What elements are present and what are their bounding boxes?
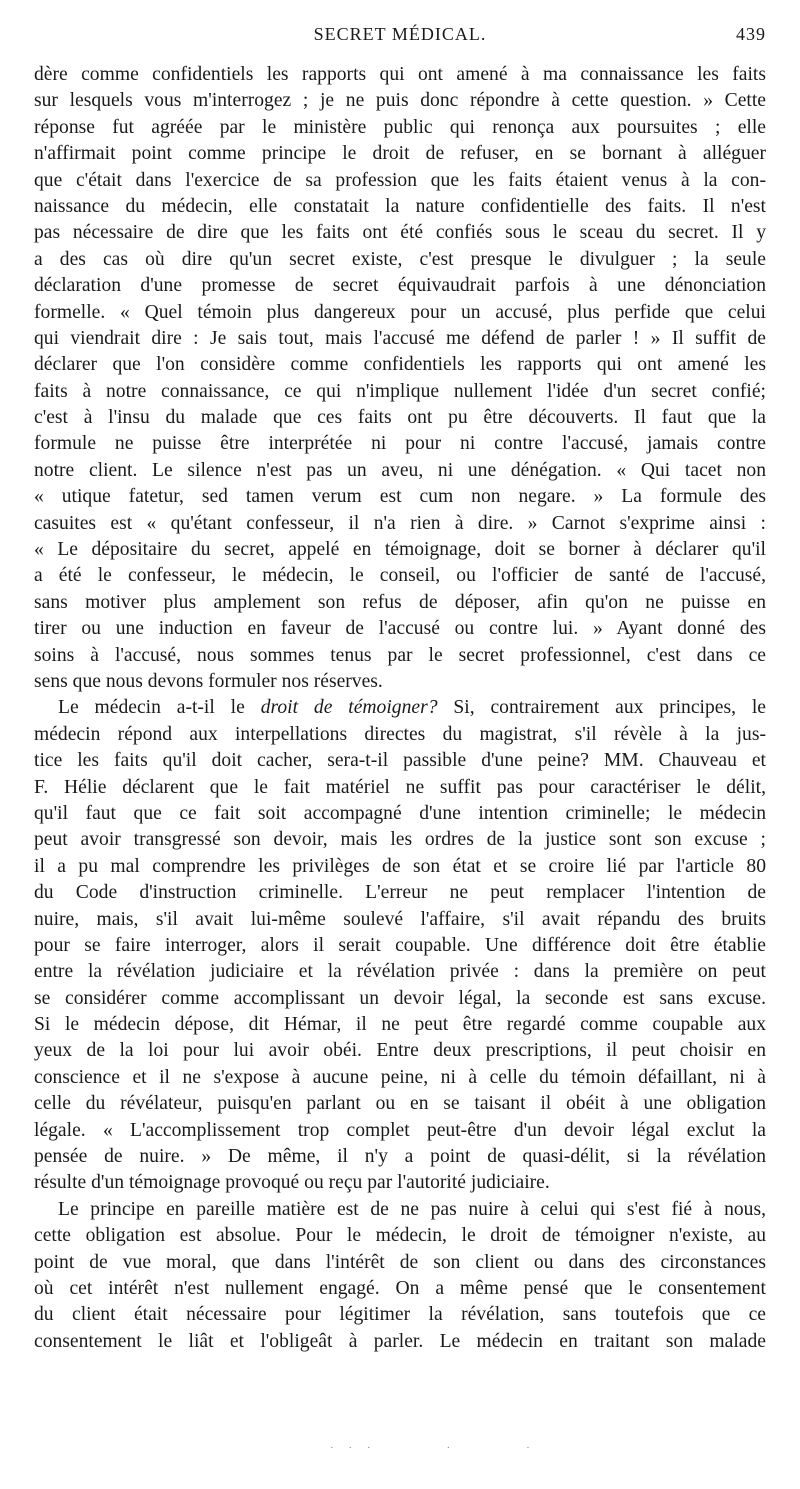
paragraph-3: [34, 1197, 766, 1355]
italic-phrase: droit de témoigner?: [260, 697, 438, 719]
text-line: dère comme confidentiels les rapports qui ont amené à ma connaissance les faits: [34, 64, 766, 85]
text-line: « utique fatetur, sed tamen verum est cum non negare. » La formule des: [34, 486, 766, 508]
text-line: sans motiver plus amplement son refus de déposer, afin qu'on ne puisse en: [34, 591, 766, 613]
text-line: [34, 695, 766, 721]
text-line: c'est à l'insu du malade que ces faits ont pu être découverts. Il faut que la: [34, 407, 766, 429]
print-specks: · · · · ·: [330, 1442, 536, 1454]
text-line: naissance du médecin, elle constatait la nature confidentielle des faits. Il n'est: [34, 195, 766, 217]
running-title: SECRET MÉDICAL.: [313, 24, 487, 44]
text-line: peut avoir transgressé son devoir, mais les ordres de la justice sont son excuse ;: [34, 829, 766, 851]
text-line: sur lesquels vous m'interrogez ; je ne puis donc répondre à cette question. » Cette: [34, 90, 766, 112]
text-line: conscience et il ne s'expose à aucune peine, ni à celle du témoin défaillant, ni à: [34, 1066, 766, 1088]
page-number: 439: [736, 24, 766, 44]
text-line: du client était nécessaire pour légitimer la révélation, sans toutefois que ce: [34, 1304, 766, 1326]
text-line: a des cas où dire qu'un secret existe, c'est presque le divulguer ; la seule: [34, 248, 766, 270]
paragraph-1: [34, 62, 766, 695]
text-line: déclaration d'une promesse de secret équivaudrait parfois à une dénonciation: [34, 275, 766, 297]
text-line: Le principe en pareille matière est de ne pas nuire à celui qui s'est fié à nous,: [58, 1198, 766, 1220]
text-line: consentement le liât et l'obligeât à parler. Le médecin en traitant son malade: [34, 1330, 766, 1352]
text-line: entre la révélation judiciaire et la révélation privée : dans la première on peut: [34, 961, 766, 983]
text-line: casuites est « qu'étant confesseur, il n'a rien à dire. » Carnot s'exprime ainsi :: [34, 512, 766, 534]
text-line: réponse fut agréée par le ministère public qui renonça aux poursuites ; elle: [34, 116, 766, 138]
text-line: « Le dépositaire du secret, appelé en témoignage, doit se borner à déclarer qu'il: [34, 539, 766, 561]
text-line: que c'était dans l'exercice de sa profession que les faits étaient venus à la con-: [34, 169, 766, 191]
page-header: [34, 24, 766, 50]
text-line: soins à l'accusé, nous sommes tenus par le secret professionnel, c'est dans ce: [34, 644, 766, 666]
text-line: notre client. Le silence n'est pas un aveu, ni une dénégation. « Qui tacet non: [34, 459, 766, 481]
text-line: il a pu mal comprendre les privilèges de son état et se croire lié par l'article 80: [34, 855, 766, 877]
text-line: qui viendrait dire : Je sais tout, mais l'accusé me défend de parler ! » Il suffit de: [34, 327, 766, 349]
text-line: résulte d'un témoignage provoqué ou reçu par l'autorité judiciaire.: [34, 1172, 550, 1194]
text-line: pensée de nuire. » De même, il n'y a point de quasi-délit, si la révélation: [34, 1146, 766, 1168]
text-line: formelle. « Quel témoin plus dangereux pour un accusé, plus perfide que celui: [34, 301, 766, 323]
text-line: légale. « L'accomplissement trop complet peut-être d'un devoir légal exclut la: [34, 1119, 766, 1141]
text-line: a été le confesseur, le médecin, le conseil, ou l'officier de santé de l'accusé,: [34, 565, 766, 587]
text-run: Le médecin a-t-il le: [58, 697, 261, 719]
text-line: F. Hélie déclarent que le fait matériel ne suffit pas pour caractériser le délit,: [34, 776, 766, 798]
text-line: n'affirmait point comme principe le droit de refuser, en se bornant à alléguer: [34, 143, 766, 165]
text-line: sens que nous devons formuler nos réserves.: [34, 670, 383, 692]
text-line: qu'il faut que ce fait soit accompagné d'une intention criminelle; le médecin: [34, 802, 766, 824]
text-line: yeux de la loi pour lui avoir obéi. Entre deux prescriptions, il peut choisir en: [34, 1040, 766, 1062]
text-line: nuire, mais, s'il avait lui-même soulevé l'affaire, s'il avait répandu des bruits: [34, 908, 766, 930]
text-line: celle du révélateur, puisqu'en parlant ou en se taisant il obéit à une obligation: [34, 1093, 766, 1115]
page-body: [34, 62, 766, 1355]
text-run: Si, contrairement aux principes, le: [437, 697, 766, 719]
text-line: du Code d'instruction criminelle. L'erreur ne peut remplacer l'intention de: [34, 882, 766, 904]
text-line: pour se faire interroger, alors il serait coupable. Une différence doit être établie: [34, 934, 766, 956]
text-line: formule ne puisse être interprétée ni pour ni contre l'accusé, jamais contre: [34, 433, 766, 455]
text-line: faits à notre connaissance, ce qui n'implique nullement l'idée d'un secret confié;: [34, 380, 766, 402]
text-line: tice les faits qu'il doit cacher, sera-t-il passible d'une peine? MM. Chauveau et: [34, 750, 766, 772]
text-line: tirer ou une induction en faveur de l'accusé ou contre lui. » Ayant donné des: [34, 618, 766, 640]
paragraph-2: [34, 695, 766, 1196]
text-line: point de vue moral, que dans l'intérêt de son client ou dans des circonstances: [34, 1251, 766, 1273]
text-line: où cet intérêt n'est nullement engagé. On a même pensé que le consentement: [34, 1277, 766, 1299]
text-line: déclarer que l'on considère comme confidentiels les rapports qui ont amené les: [34, 354, 766, 376]
text-line: pas nécessaire de dire que les faits ont été confiés sous le sceau du secret. Il y: [34, 222, 766, 244]
text-line: se considérer comme accomplissant un devoir légal, la seconde est sans excuse.: [34, 987, 766, 1009]
text-line: cette obligation est absolue. Pour le médecin, le droit de témoigner n'existe, au: [34, 1225, 766, 1247]
text-line: médecin répond aux interpellations directes du magistrat, s'il révèle à la jus-: [34, 723, 766, 745]
text-line: Si le médecin dépose, dit Hémar, il ne peut être regardé comme coupable aux: [34, 1014, 766, 1036]
